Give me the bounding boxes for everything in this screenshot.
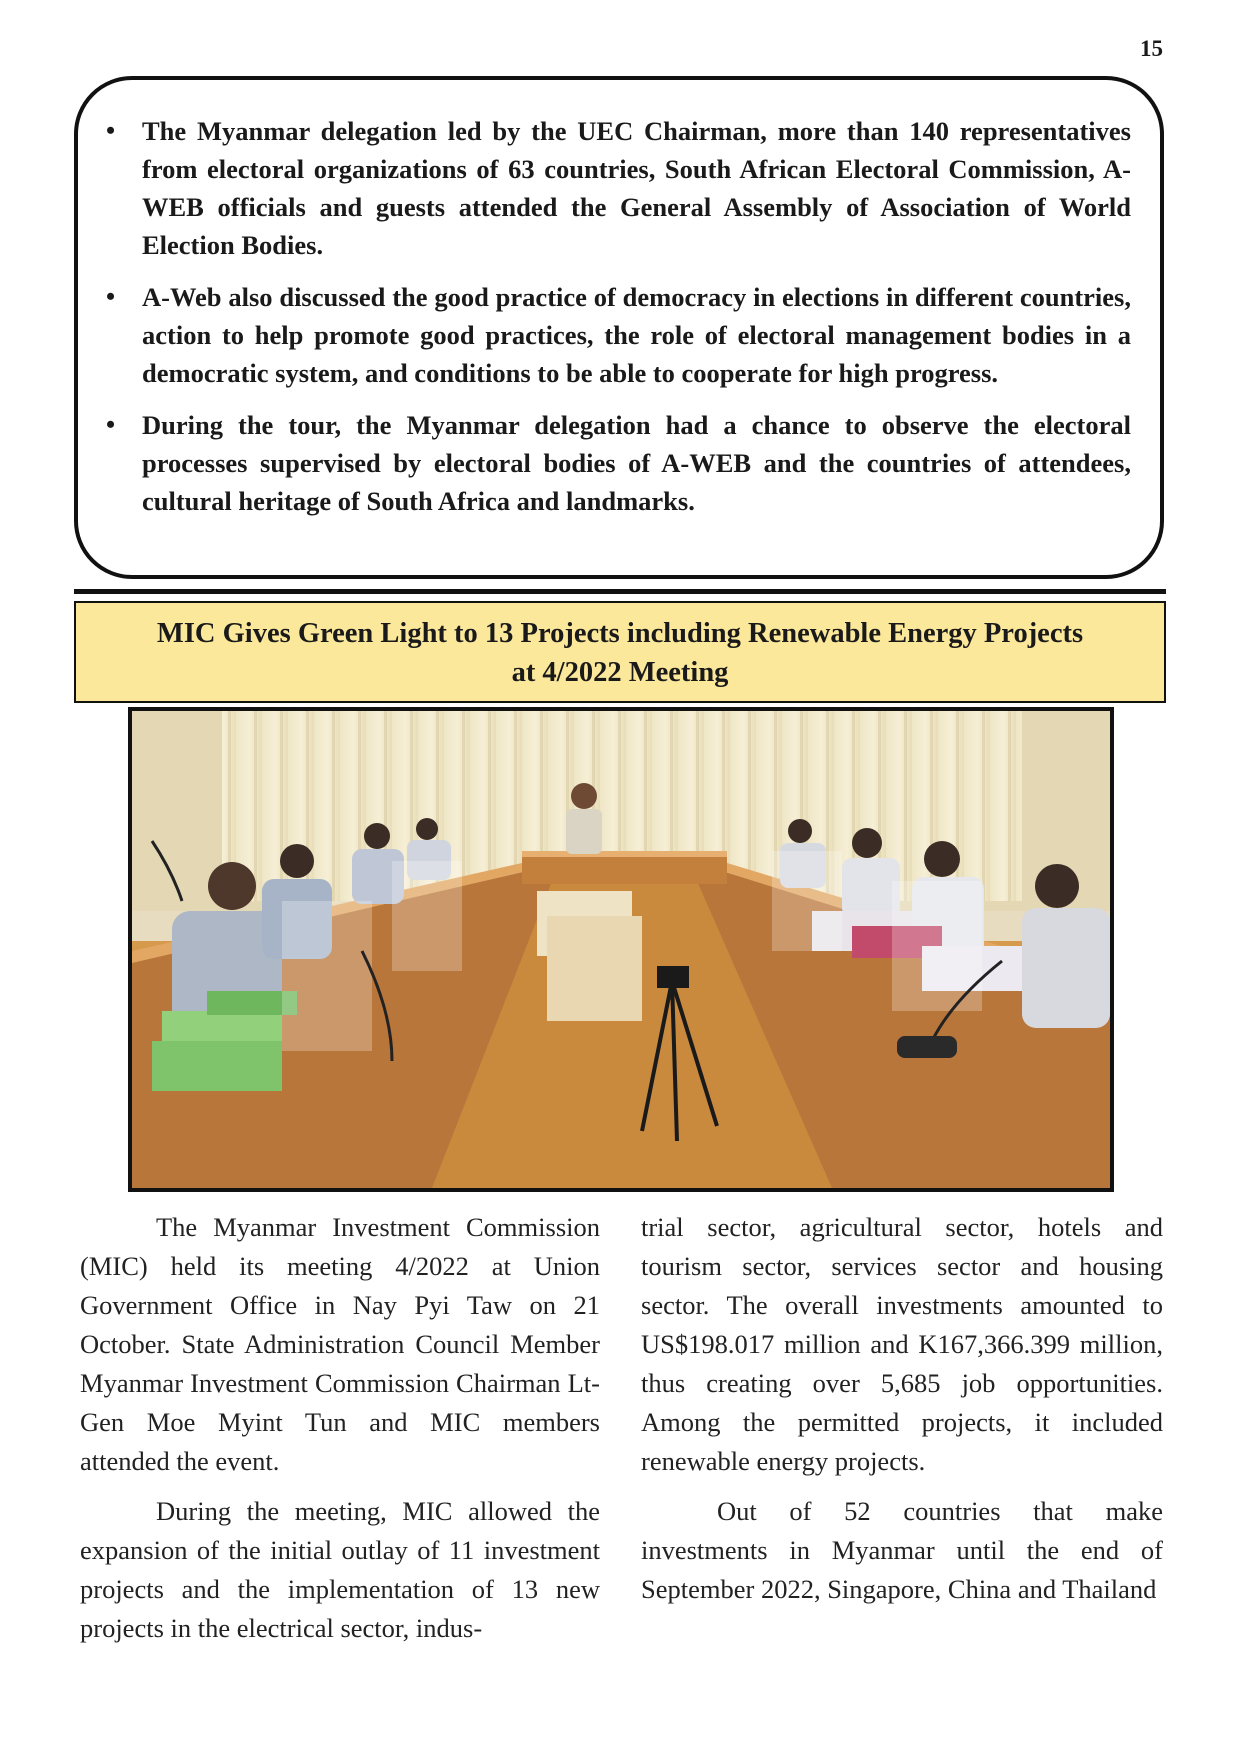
- bullet-text: The Myanmar delegation led by the UEC Chairman, more than 140 representatives from electoral organizations of 63 countries, South African Electoral Commission, A-WEB officials and guests attended the General Assembly of Association of World Election Bodies.: [142, 116, 1131, 260]
- section-divider: [74, 589, 1166, 594]
- meeting-room-illustration: [132, 711, 1110, 1188]
- bullet-dot-icon: •: [106, 282, 116, 311]
- bullet-list: [104, 112, 1131, 520]
- bullet-item: [104, 406, 1131, 520]
- page-number: 15: [1140, 36, 1163, 61]
- article-paragraph: The Myanmar Investment Commission (MIC) held its meeting 4/2022 at Union Government Office in Nay Pyi Taw on 21 October. State Administration Council Member Myanmar Investment Commission Chairman Lt-Gen Moe Myint Tun and MIC members attended the event.: [80, 1212, 600, 1476]
- head-table: [522, 856, 727, 884]
- article-paragraph-continued: trial sector, agricultural sector, hotels and tourism sector, services sector and housing sector. The overall investments amounted to US$198.017 million and K167,366.399 million, thus creating over 5,685 job opportunities. Among the permitted projects, it included renewable energy projects.: [641, 1212, 1163, 1476]
- headline-line-1: MIC Gives Green Light to 13 Projects including Renewable Energy Projects: [156, 618, 1084, 649]
- article-headline: [74, 601, 1166, 703]
- meeting-photo: [128, 707, 1114, 1192]
- bullet-dot-icon: •: [106, 116, 116, 145]
- center-table-cloth: [547, 916, 642, 1021]
- article-paragraph: Out of 52 countries that make investments in Myanmar until the end of September 2022, Singapore, China and Thailand: [641, 1496, 1163, 1604]
- bullet-summary-box: [74, 76, 1164, 579]
- article-column-left: [80, 1208, 600, 1659]
- bullet-item: [104, 112, 1131, 264]
- bullet-item: [104, 278, 1131, 392]
- article-paragraph: During the meeting, MIC allowed the expansion of the initial outlay of 11 investment projects and the implementation of 13 new projects in the electrical sector, indus-: [80, 1496, 600, 1643]
- bullet-text: During the tour, the Myanmar delegation had a chance to observe the electoral processes supervised by electoral bodies of A-WEB and the countries of attendees, cultural heritage of South Africa and landmarks.: [142, 410, 1131, 516]
- bullet-dot-icon: •: [106, 410, 116, 439]
- bullet-text: A-Web also discussed the good practice of democracy in elections in different countries, action to help promote good practices, the role of electoral management bodies in a democratic system, and conditions to be able to cooperate for high progress.: [142, 282, 1131, 388]
- headline-line-2: at 4/2022 Meeting: [511, 657, 729, 688]
- chairman-figure: [571, 783, 597, 809]
- article-column-right: [641, 1208, 1163, 1620]
